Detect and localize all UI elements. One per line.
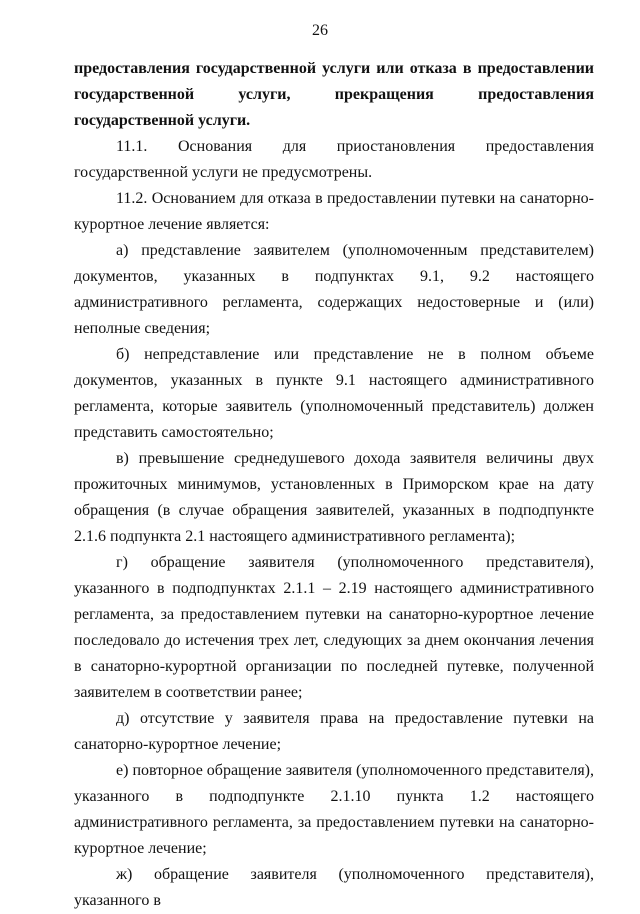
document-body (74, 56, 594, 914)
section-heading-continuation: предоставления государственной услуги или отказа в предоставлении государственной услуги, прекращения предоставления государственной услуги. (74, 60, 594, 129)
page-number: 26 (312, 22, 328, 39)
paragraph-item-g: г) обращение заявителя (уполномоченного представителя), указанного в подподпунктах 2.1.1 – 2.19 настоящего административного регламента, за предоставлением путевки на санаторно-курортное лечение последовало до истечения трех лет, следующих за днем окончания лечения в санаторно-курортной организации по последней путевке, полученной заявителем в соответствии ранее; (74, 554, 594, 701)
paragraph-item-a: а) представление заявителем (уполномоченным представителем) документов, указанных в подпунктах 9.1, 9.2 настоящего административного регламента, содержащих недостоверные и (или) неполные сведения; (74, 242, 594, 337)
paragraph-item-b: б) непредставление или представление не в полном объеме документов, указанных в пункте 9.1 настоящего административного регламента, которые заявитель (уполномоченный представитель) должен представить самостоятельно; (74, 346, 594, 441)
paragraph-11-1: 11.1. Основания для приостановления предоставления государственной услуги не предусмотрены. (74, 138, 594, 181)
paragraph-item-e: е) повторное обращение заявителя (уполномоченного представителя), указанного в подподпункте 2.1.10 пункта 1.2 настоящего административного регламента, за предоставлением путевки на санаторно-курортное лечение; (74, 762, 594, 857)
paragraph-11-2: 11.2. Основанием для отказа в предоставлении путевки на санаторно-курортное лечение является: (74, 190, 594, 233)
paragraph-item-d: д) отсутствие у заявителя права на предоставление путевки на санаторно-курортное лечение; (74, 710, 594, 753)
paragraph-item-zh: ж) обращение заявителя (уполномоченного представителя), указанного в (74, 866, 594, 909)
paragraph-item-v: в) превышение среднедушевого дохода заявителя величины двух прожиточных минимумов, установленных в Приморском крае на дату обращения (в случае обращения заявителей, указанных в подподпункте 2.1.6 подпункта 2.1 настоящего административного регламента); (74, 450, 594, 545)
